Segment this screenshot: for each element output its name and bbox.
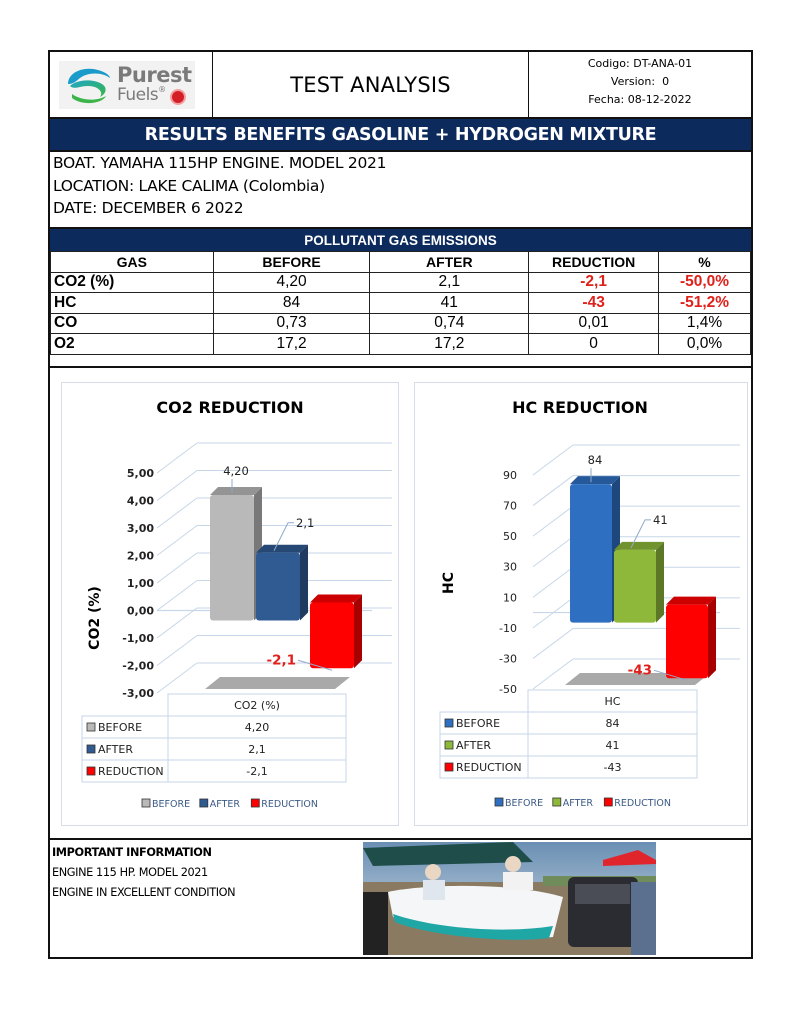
cell-after: 41: [370, 293, 529, 314]
legend-key-icon: [87, 767, 95, 775]
chart-title: HC REDUCTION: [512, 398, 648, 417]
cell-gas: CO: [51, 313, 214, 334]
bar-top: [570, 476, 620, 484]
data-table-value: -2,1: [246, 765, 268, 778]
location-info: LOCATION: LAKE CALIMA (Colombia): [53, 176, 325, 195]
date-info: DATE: DECEMBER 6 2022: [53, 199, 244, 217]
cell-gas: HC: [51, 293, 214, 314]
gridline-side: [157, 608, 197, 638]
bar-front: [614, 550, 656, 623]
cell-after: 0,74: [370, 313, 529, 334]
y-tick-label: 30: [503, 560, 517, 574]
y-tick-label: -30: [499, 652, 517, 666]
bar-after: [614, 542, 664, 623]
cell-gas: O2: [51, 334, 214, 355]
y-tick-label: 5,00: [126, 467, 154, 480]
gridline-side: [157, 553, 197, 583]
table-row: [51, 334, 751, 355]
bar-side: [300, 545, 308, 621]
legend-after-icon: [553, 798, 561, 806]
cell-reduction: -43: [529, 293, 659, 314]
data-table-series-name: REDUCTION: [98, 765, 164, 778]
boat-engine-photo: [363, 842, 656, 955]
gridline-side: [157, 443, 197, 473]
document-header: [50, 52, 751, 119]
data-table-value: 84: [605, 717, 620, 730]
bar-front: [310, 603, 354, 669]
legend-key-icon: [445, 741, 453, 749]
document-code: Codigo: DT-ANA-01: [587, 57, 693, 70]
bar-side: [354, 595, 362, 669]
cell-gas: CO2 (%): [51, 272, 214, 293]
cell-percent: 0,0%: [659, 334, 751, 355]
y-tick-label: 90: [503, 469, 517, 482]
seal-icon: [170, 89, 186, 105]
gridline-side: [533, 567, 573, 597]
y-axis-label: CO2 (%): [87, 586, 103, 650]
document-date: Fecha: 08-12-2022: [588, 93, 692, 106]
logo-text-purest: Purest: [117, 63, 192, 87]
gridline-side: [157, 498, 197, 528]
gridline-side: [533, 537, 573, 567]
data-table-value: 4,20: [244, 721, 270, 734]
legend-before-icon: [142, 799, 150, 807]
header-reduction: REDUCTION: [529, 252, 659, 273]
table-header-row: [51, 252, 751, 273]
data-table-series-name: AFTER: [98, 743, 133, 756]
bar-side: [708, 597, 716, 679]
registered-mark: ®: [158, 85, 166, 94]
bar-front: [210, 495, 254, 621]
data-table-category: HC: [604, 695, 621, 708]
co2-chart-svg: [62, 383, 400, 827]
legend-after: AFTER: [209, 799, 241, 810]
y-tick-label: 3,00: [126, 522, 154, 535]
data-label: 84: [587, 453, 603, 468]
y-axis-label: HC: [441, 572, 457, 594]
header-percent: %: [659, 252, 751, 273]
gridline-side: [157, 581, 197, 611]
important-line-condition: ENGINE IN EXCELLENT CONDITION: [52, 886, 236, 899]
logo-text-fuels: [117, 85, 166, 105]
gridline-side: [157, 636, 197, 666]
legend-after: AFTER: [562, 798, 594, 809]
test-info: [50, 152, 751, 227]
co2-reduction-chart: [61, 382, 399, 826]
data-label: 4,20: [223, 464, 249, 478]
data-label: -2,1: [266, 652, 296, 669]
cell-after: 2,1: [370, 272, 529, 293]
y-tick-label: 50: [503, 530, 517, 544]
hc-chart-svg: [415, 383, 749, 827]
y-tick-label: 10: [503, 591, 517, 605]
document-title: TEST ANALYSIS: [213, 52, 529, 117]
bar-top: [614, 542, 664, 550]
cell-percent: -50,0%: [659, 272, 751, 293]
data-table-series-name: BEFORE: [98, 721, 143, 734]
bar-top: [310, 595, 362, 603]
y-tick-label: 4,00: [126, 494, 154, 508]
document-meta: [529, 52, 751, 117]
boat-photo-illustration: [363, 842, 656, 955]
bar-front: [666, 605, 708, 679]
data-label: 2,1: [296, 515, 315, 530]
purest-fuels-logo: [59, 61, 195, 109]
chart-title: CO2 REDUCTION: [156, 398, 304, 417]
logo-text-fuels-word: Fuels: [117, 85, 159, 105]
header-after: AFTER: [370, 252, 529, 273]
legend-reduction-icon: [251, 799, 259, 807]
data-table-value: 41: [605, 739, 620, 752]
cell-percent: 1,4%: [659, 313, 751, 334]
document-version: Version: 0: [610, 75, 670, 88]
y-tick-label: 70: [503, 499, 517, 513]
gridline-side: [533, 445, 573, 475]
data-table-value: 2,1: [248, 743, 266, 756]
data-label: 41: [653, 512, 668, 527]
gridline-side: [157, 663, 197, 693]
legend-key-icon: [445, 719, 453, 727]
cell-before: 17,2: [213, 334, 370, 355]
chart-floor: [205, 677, 350, 689]
data-label: -43: [627, 662, 652, 679]
bar-top: [666, 597, 716, 605]
gridline-side: [533, 476, 573, 506]
legend-reduction: REDUCTION: [614, 798, 672, 809]
legend-key-icon: [87, 723, 95, 731]
cell-before: 4,20: [213, 272, 370, 293]
legend-reduction: REDUCTION: [261, 799, 319, 810]
bar-before: [210, 487, 262, 621]
important-information: [52, 843, 235, 903]
y-tick-label: 0,00: [126, 604, 154, 618]
y-tick-label: -2,00: [122, 659, 154, 673]
cell-before: 0,73: [213, 313, 370, 334]
bar-reduction: [666, 597, 716, 679]
table-row: [51, 293, 751, 314]
legend-before: BEFORE: [505, 798, 544, 809]
y-tick-label: -50: [499, 683, 517, 696]
bar-reduction: [310, 595, 362, 669]
cell-before: 84: [213, 293, 370, 314]
bar-side: [656, 542, 664, 623]
legend-after-icon: [200, 799, 208, 807]
header-gas: GAS: [51, 252, 214, 273]
data-table-series-name: BEFORE: [456, 717, 501, 730]
cell-reduction: -2,1: [529, 272, 659, 293]
gridline-side: [157, 526, 197, 556]
data-table-value: -43: [603, 761, 622, 774]
boat-info: BOAT. YAMAHA 115HP ENGINE. MODEL 2021: [53, 154, 387, 172]
table-row: [51, 313, 751, 334]
header-before: BEFORE: [213, 252, 370, 273]
cell-after: 17,2: [370, 334, 529, 355]
logo-cell: [50, 52, 213, 117]
gridline-side: [157, 471, 197, 501]
legend-before: BEFORE: [152, 799, 191, 810]
wave-logo-icon: [62, 64, 116, 106]
data-table-series-name: AFTER: [456, 739, 491, 752]
bar-after: [256, 545, 308, 621]
hc-reduction-chart: [414, 382, 748, 826]
bar-top: [210, 487, 262, 495]
cell-reduction: 0,01: [529, 313, 659, 334]
emissions-table: [50, 251, 751, 355]
y-tick-label: 1,00: [126, 577, 154, 590]
important-title: IMPORTANT INFORMATION: [52, 846, 212, 859]
bar-front: [256, 553, 300, 621]
bar-top: [256, 545, 308, 553]
y-tick-label: -3,00: [122, 687, 154, 700]
cell-percent: -51,2%: [659, 293, 751, 314]
gridline-side: [533, 506, 573, 536]
divider: [50, 366, 751, 368]
legend-before-icon: [495, 798, 503, 806]
bar-before: [570, 476, 620, 622]
bar-front: [570, 484, 612, 622]
data-table-category: CO2 (%): [234, 699, 280, 712]
table-row: [51, 272, 751, 293]
legend-key-icon: [445, 763, 453, 771]
cell-reduction: 0: [529, 334, 659, 355]
legend-reduction-icon: [604, 798, 612, 806]
y-tick-label: -1,00: [122, 632, 154, 645]
important-line-engine: ENGINE 115 HP. MODEL 2021: [52, 866, 208, 879]
gridline-side: [533, 628, 573, 658]
test-analysis-document: [48, 50, 753, 959]
y-tick-label: 2,00: [126, 549, 154, 563]
data-table-series-name: REDUCTION: [456, 761, 522, 774]
legend-key-icon: [87, 745, 95, 753]
y-tick-label: -10: [499, 621, 517, 635]
divider: [50, 838, 751, 840]
emissions-banner: POLLUTANT GAS EMISSIONS: [50, 227, 751, 251]
results-banner: RESULTS BENEFITS GASOLINE + HYDROGEN MIXTURE: [50, 119, 751, 152]
